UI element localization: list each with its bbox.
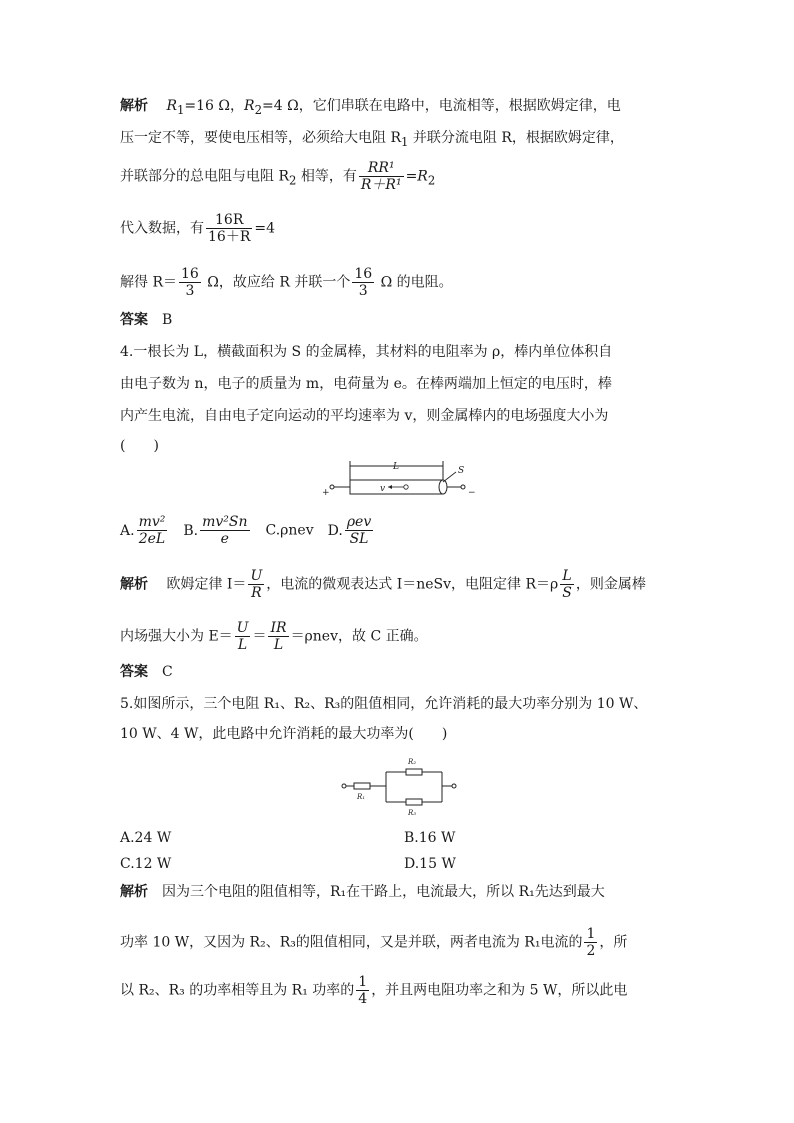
analysis-label: 解析 (120, 98, 148, 114)
positive-terminal-label: + (322, 488, 330, 498)
fraction: $\frac{16R}{16+R}$ (208, 212, 251, 245)
q5-analysis-line-2: 功率 10 W，又因为 R₂、R₃的阻值相同，又是并联，两者电流为 R₁电流的 $\frac{1}{2}$ ，所 (120, 926, 628, 959)
q4-answer-line (120, 662, 173, 682)
q4-stem-line-4: ( ) (120, 438, 159, 454)
q4-option-a[interactable]: A. $\frac{\text{mv²}}{2eL}$ (120, 514, 166, 547)
q5-option-b[interactable]: B.16 W (404, 830, 456, 846)
left-terminal (342, 784, 346, 788)
fraction: $\frac{\text{RR¹}}{\text{R＋R¹}}$ (360, 160, 402, 193)
right-terminal (461, 485, 465, 489)
velocity-arrowhead (388, 485, 392, 489)
q5-analysis-line-1: 解析 因为三个电阻的阻值相等，R₁在干路上，电流最大，所以 R₁先达到最大 (120, 884, 605, 900)
q5-option-a[interactable]: A.24 W (120, 830, 172, 846)
analysis-label: 解析 (120, 884, 148, 900)
q4-analysis-line-2: 内场强大小为 E＝ $\frac{U}{L}$ ＝ $\frac{IR}{L}$ ＝ρnev，故 C 正确。 (120, 620, 428, 653)
q4-option-c[interactable]: C.ρnev (265, 522, 314, 539)
q4-analysis-line-1: 解析 欧姆定律 I＝ $\frac{U}{R}$ ，电流的微观表达式 I＝neSv，电阻定律 R＝ρ $\frac{L}{S}$ ，则金属棒 (120, 568, 646, 601)
resistor-r3 (406, 799, 422, 805)
q3-analysis-line-4: 代入数据，有 $\frac{16R}{16+R}$ =4 (120, 212, 275, 245)
metal-rod-figure (318, 458, 488, 502)
negative-terminal-label: − (468, 488, 476, 498)
fraction: $\frac{16}{3}$ (354, 266, 373, 299)
answer-label: 答案 (120, 664, 148, 680)
q4-options (120, 514, 375, 547)
analysis-label: 解析 (120, 576, 148, 593)
circuit-figure (338, 752, 464, 818)
q3-analysis-line-3: 并联部分的总电阻与电阻 $R_2$ 相等，有 $\frac{\text{RR¹}}{\text{R＋R¹}}$ $=R_2$ (120, 160, 436, 193)
q4-stem-line-2: 由电子数为 n，电子的质量为 m，电荷量为 e。在棒两端加上恒定的电压时，棒 (120, 376, 612, 392)
velocity-label: v (380, 484, 386, 494)
fraction: $\frac{16}{3}$ (181, 266, 199, 299)
electron-icon (404, 485, 408, 489)
q4-stem-line-3: 内产生电流，自由电子定向运动的平均速率为 v，则金属棒内的电场强度大小为 (120, 408, 609, 424)
q5-analysis-line-3: 以 R₂、R₃ 的功率相等且为 R₁ 功率的 $\frac{1}{4}$ ，并且两电阻功率之和为 5 W，所以此电 (120, 974, 628, 1007)
q4-answer: C (162, 664, 173, 680)
q4-stem-line-1: 4.一根长为 L，横截面积为 S 的金属棒，其材料的电阻率为 ρ，棒内单位体积自 (120, 344, 613, 360)
length-label: L (393, 462, 399, 472)
q4-option-b[interactable]: B. $\frac{\text{mv²Sn}}{e}$ (183, 514, 248, 547)
section-label: S (458, 466, 465, 476)
q3-analysis-line-1: 解析 $R_1=16$ Ω，$R_2=4$ Ω，它们串联在电路中，电流相等，根据欧姆定律，电 (120, 98, 621, 117)
q4-option-d[interactable]: D. $\frac{\text{ρev}}{SL}$ (327, 514, 372, 547)
q3-analysis-line-2: 压一定不等，要使电压相等，必须给大电阻 $R_1$ 并联分流电阻 R，根据欧姆定律， (120, 130, 624, 149)
q5-option-c[interactable]: C.12 W (120, 856, 172, 872)
right-terminal (452, 784, 456, 788)
resistor-r1 (354, 783, 370, 789)
q3-answer: B (162, 312, 173, 328)
q5-stem-line-2: 10 W、4 W，此电路中允许消耗的最大功率为( ) (120, 726, 448, 742)
rod-cross-section (439, 480, 447, 494)
q3-analysis-line-5: 解得 R＝ $\frac{16}{3}$ Ω，故应给 R 并联一个 $\frac{16}{3}$ Ω 的电阻。 (120, 266, 453, 299)
q3-answer-line (120, 310, 172, 330)
r1-label: R₁ (357, 793, 366, 801)
left-terminal (330, 485, 334, 489)
r2-label: R₂ (408, 758, 417, 766)
r3-label: R₃ (408, 809, 417, 817)
section-pointer (443, 472, 456, 482)
resistor-r2 (406, 769, 422, 775)
q5-option-d[interactable]: D.15 W (404, 856, 456, 872)
answer-label: 答案 (120, 312, 148, 328)
q5-stem-line-1: 5.如图所示，三个电阻 R₁、R₂、R₃的阻值相同，允许消耗的最大功率分别为 10 W、 (120, 696, 648, 712)
